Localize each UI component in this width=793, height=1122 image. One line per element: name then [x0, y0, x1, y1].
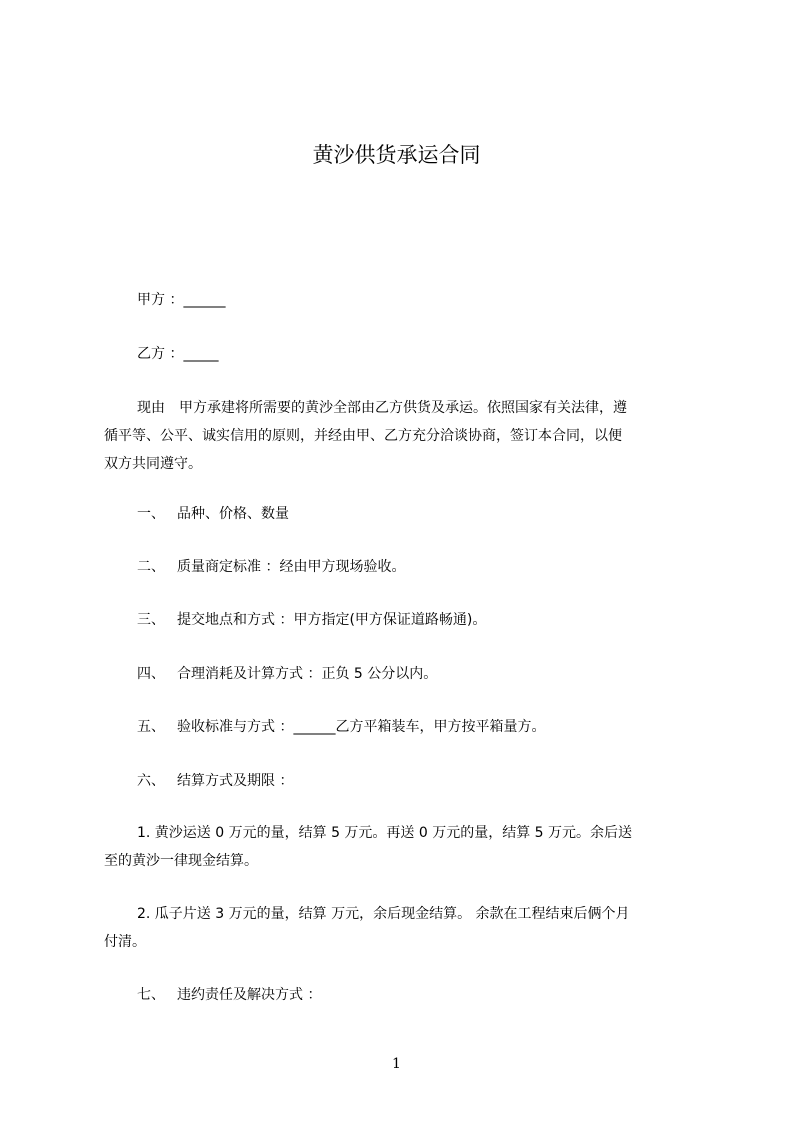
clause-number: 五、	[137, 719, 165, 735]
settlement-line: 至的黄沙一律现金结算。	[104, 853, 258, 869]
clause-text: 验收标准与方式 ：______乙方平箱装车，甲方按平箱量方。	[177, 719, 546, 735]
settlement-line: 付清。	[104, 934, 146, 950]
clause-number: 七、	[137, 987, 165, 1003]
intro-line: 双方共同遵守。	[104, 456, 202, 472]
party-a-line: 甲方 ：______	[137, 292, 226, 308]
settlement-line: 1. 黄沙运送 0 万元的量，结算 5 万元。再送 0 万元的量，结算 5 万元。余后送	[137, 825, 633, 841]
clause-number: 二、	[137, 559, 165, 575]
contract-title: 黄沙供货承运合同	[312, 143, 481, 167]
clause-text: 违约责任及解决方式 ：	[177, 987, 322, 1003]
clause-number: 四、	[137, 666, 165, 682]
clause-number: 六、	[137, 773, 165, 789]
intro-line: 循平等、公平、诚实信用的原则，并经由甲、乙方充分洽谈协商，签订本合同，以便	[104, 428, 622, 444]
clause-text: 提交地点和方式 ：甲方指定(甲方保证道路畅通)。	[177, 612, 487, 628]
clause-text: 结算方式及期限 ：	[177, 773, 294, 789]
clause-number: 一、	[137, 506, 165, 522]
clause-number: 三、	[137, 612, 165, 628]
page-number: 1	[392, 1056, 401, 1072]
clause-text: 合理消耗及计算方式 ：正负 5 公分以内。	[177, 666, 438, 682]
clause-text: 品种、价格、数量	[177, 506, 289, 522]
intro-line: 现由 甲方承建将所需要的黄沙全部由乙方供货及承运。依照国家有关法律，遵	[137, 400, 627, 416]
settlement-line: 2. 瓜子片送 3 万元的量，结算 万元，余后现金结算。 余款在工程结束后俩个月	[137, 906, 630, 922]
party-b-line: 乙方 ：_____	[137, 346, 219, 362]
clause-text: 质量商定标准 ：经由甲方现场验收。	[177, 559, 406, 575]
